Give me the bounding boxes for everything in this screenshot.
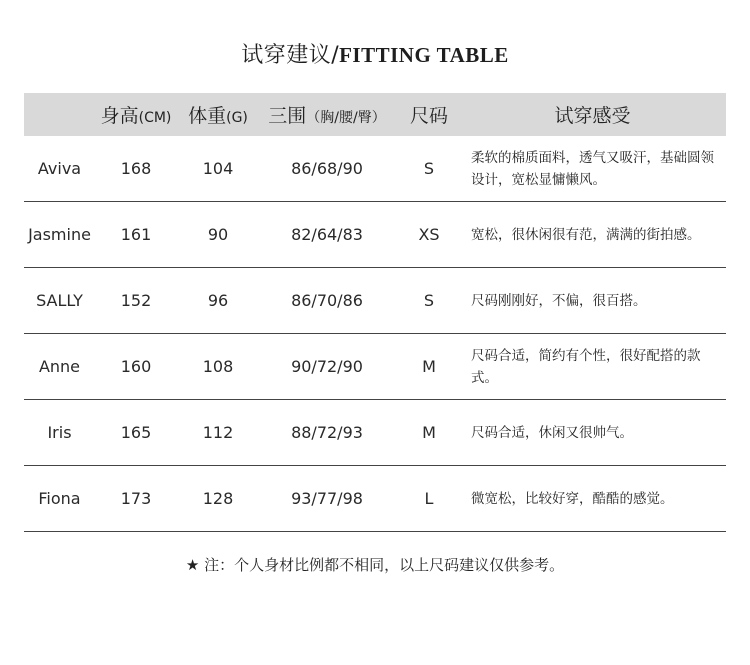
header-weight-unit: (G) <box>226 110 248 126</box>
size-value: S <box>423 159 435 178</box>
feel-text: 宽松，很休闲很有范，满满的街拍感。 <box>471 226 701 243</box>
table-row <box>24 400 726 466</box>
title-en: FITTING TABLE <box>339 43 509 67</box>
page-title <box>0 38 750 69</box>
height-value: 161 <box>120 225 152 244</box>
table-header <box>24 93 726 136</box>
feel-text: 尺码合适，休闲又很帅气。 <box>471 424 633 441</box>
header-height-unit: (CM) <box>138 110 172 126</box>
header-weight <box>177 101 259 128</box>
size-value: M <box>422 423 436 442</box>
size-value: XS <box>418 225 440 244</box>
size-value: L <box>424 489 434 508</box>
table-row <box>24 466 726 532</box>
table-row <box>24 268 726 334</box>
weight-value: 90 <box>207 225 229 244</box>
measurements-value: 82/64/83 <box>291 225 363 244</box>
feel-text: 尺码合适，简约有个性，很好配搭的款式。 <box>471 347 701 386</box>
fitting-table <box>24 93 726 597</box>
measurements-value: 90/72/90 <box>291 357 363 376</box>
table-row <box>24 202 726 268</box>
measurements-value: 88/72/93 <box>291 423 363 442</box>
model-name: Fiona <box>38 489 81 508</box>
height-value: 168 <box>120 159 152 178</box>
weight-value: 104 <box>202 159 234 178</box>
height-value: 152 <box>120 291 152 310</box>
title-zh: 试穿建议/ <box>241 43 340 68</box>
header-feel: 试穿感受 <box>554 105 631 127</box>
model-name: Iris <box>47 423 72 442</box>
measurements-value: 86/70/86 <box>291 291 363 310</box>
measurements-value: 86/68/90 <box>291 159 363 178</box>
header-measurements <box>259 101 395 128</box>
model-name: Aviva <box>37 159 82 178</box>
header-height-label: 身高 <box>100 105 139 127</box>
model-name: Anne <box>38 357 81 376</box>
height-value: 160 <box>120 357 152 376</box>
weight-value: 128 <box>202 489 234 508</box>
header-weight-label: 体重 <box>188 105 227 127</box>
feel-text: 微宽松，比较好穿，酷酷的感觉。 <box>471 490 674 507</box>
weight-value: 108 <box>202 357 234 376</box>
measurements-value: 93/77/98 <box>291 489 363 508</box>
weight-value: 96 <box>207 291 229 310</box>
header-measurements-label: 三围 <box>268 105 307 127</box>
table-row <box>24 136 726 202</box>
feel-text: 尺码刚刚好，不偏，很百搭。 <box>471 292 647 309</box>
height-value: 165 <box>120 423 152 442</box>
model-name: Jasmine <box>28 225 91 244</box>
table-row <box>24 334 726 400</box>
size-value: M <box>422 357 436 376</box>
weight-value: 112 <box>202 423 234 442</box>
feel-text: 柔软的棉质面料，透气又吸汗，基础圆领设计，宽松显慵懒风。 <box>471 149 714 188</box>
header-measurements-sub: （胸/腰/臀） <box>306 110 386 126</box>
size-value: S <box>423 291 435 310</box>
header-size: 尺码 <box>409 105 448 127</box>
footnote: ★ 注：个人身材比例都不相同，以上尺码建议仅供参考。 <box>185 556 565 574</box>
height-value: 173 <box>120 489 152 508</box>
model-name: SALLY <box>36 291 83 310</box>
header-height <box>95 101 177 128</box>
